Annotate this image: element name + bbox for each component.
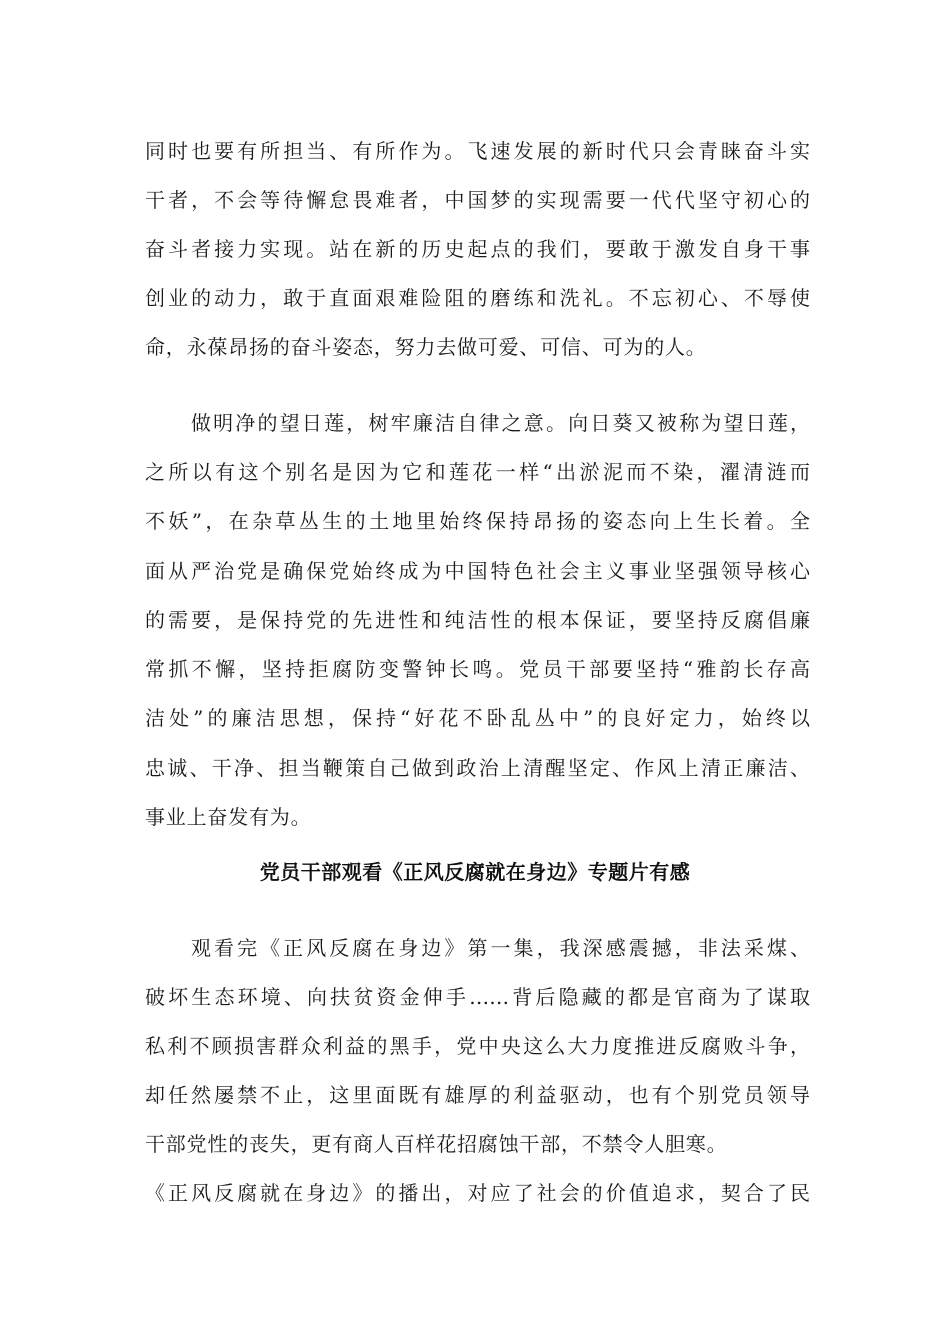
paragraph-line: 洁处”的廉洁思想，保持“好花不卧乱丛中”的良好定力，始终以 bbox=[145, 706, 810, 730]
paragraph-line: 观看完《正风反腐在身边》第一集，我深感震撼，非法采煤、 bbox=[191, 936, 810, 960]
paragraph-line: 《正风反腐就在身边》的播出，对应了社会的价值追求，契合了民 bbox=[145, 1181, 810, 1205]
paragraph-line: 却任然屡禁不止，这里面既有雄厚的利益驱动，也有个别党员领导 bbox=[145, 1083, 810, 1107]
paragraph-line: 干者，不会等待懈怠畏难者，中国梦的实现需要一代代坚守初心的 bbox=[145, 188, 810, 212]
paragraph-line: 命，永葆昂扬的奋斗姿态，努力去做可爱、可信、可为的人。 bbox=[145, 335, 707, 359]
paragraph-line: 之所以有这个别名是因为它和莲花一样“出淤泥而不染，濯清涟而 bbox=[145, 460, 810, 484]
paragraph-line: 不妖”，在杂草丛生的土地里始终保持昂扬的姿态向上生长着。全 bbox=[145, 509, 810, 533]
paragraph-line: 奋斗者接力实现。站在新的历史起点的我们，要敢于激发自身干事 bbox=[145, 237, 810, 261]
paragraph-line: 同时也要有所担当、有所作为。飞速发展的新时代只会青睐奋斗实 bbox=[145, 139, 810, 163]
paragraph-line: 事业上奋发有为。 bbox=[145, 805, 312, 829]
paragraph-line: 的需要，是保持党的先进性和纯洁性的根本保证，要坚持反腐倡廉 bbox=[145, 608, 810, 632]
paragraph-line: 常抓不懈，坚持拒腐防变警钟长鸣。党员干部要坚持“雅韵长存高 bbox=[145, 657, 810, 681]
paragraph-line: 干部党性的丧失，更有商人百样花招腐蚀干部，不禁令人胆寒。 bbox=[145, 1132, 728, 1156]
paragraph-line: 忠诚、干净、担当鞭策自己做到政治上清醒坚定、作风上清正廉洁、 bbox=[145, 756, 810, 780]
paragraph-line: 做明净的望日莲，树牢廉洁自律之意。向日葵又被称为望日莲， bbox=[191, 411, 810, 435]
paragraph-line: 创业的动力，敢于直面艰难险阻的磨练和洗礼。不忘初心、不辱使 bbox=[145, 286, 810, 310]
section-heading: 党员干部观看《正风反腐就在身边》专题片有感 bbox=[259, 860, 691, 884]
paragraph-line: 私利不顾损害群众利益的黑手，党中央这么大力度推进反腐败斗争， bbox=[145, 1034, 810, 1058]
paragraph-line: 面从严治党是确保党始终成为中国特色社会主义事业坚强领导核心 bbox=[145, 559, 810, 583]
paragraph-line: 破坏生态环境、向扶贫资金伸手……背后隐藏的都是官商为了谋取 bbox=[145, 985, 810, 1009]
